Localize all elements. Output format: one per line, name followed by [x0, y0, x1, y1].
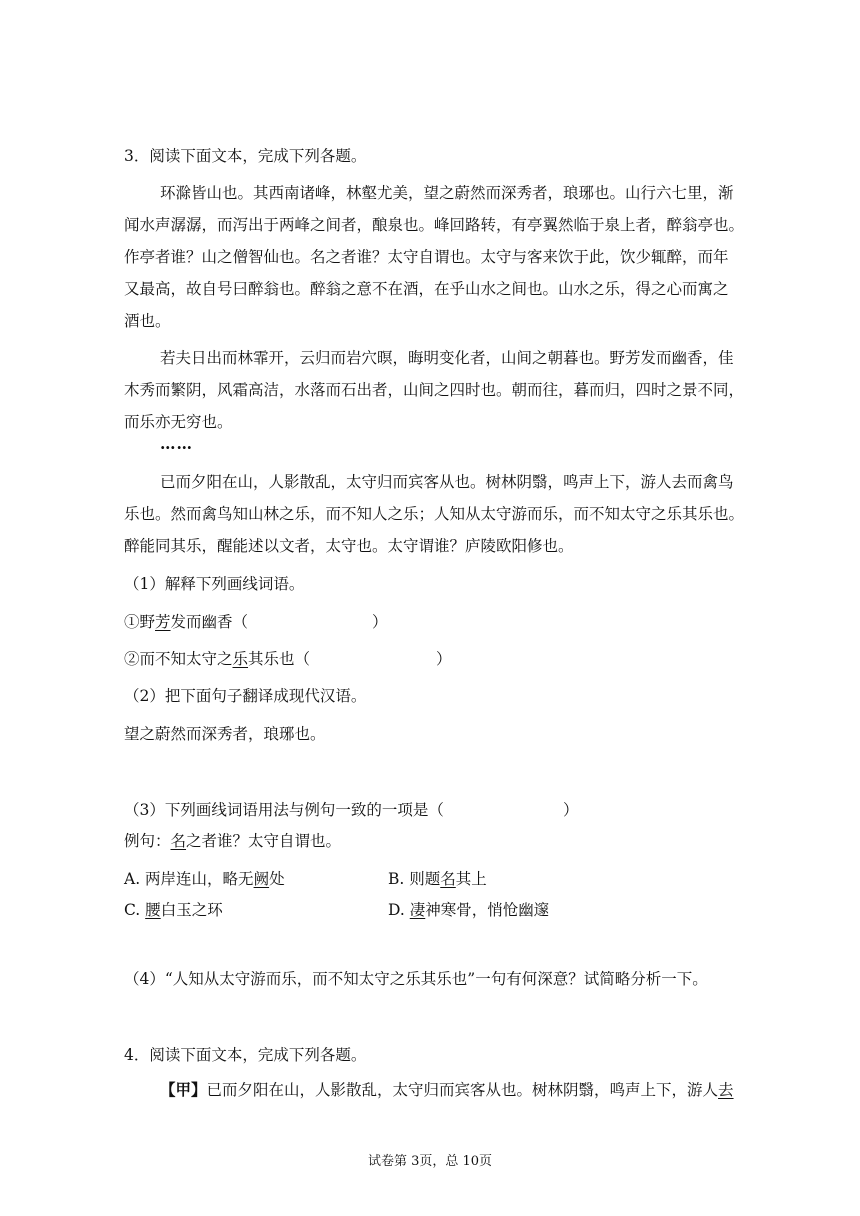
- item-text: ①野: [124, 613, 156, 631]
- option-d: [388, 898, 549, 920]
- item-text: 其乐也（: [248, 650, 311, 668]
- sub-question-1-title: （1）解释下列画线词语。: [124, 575, 305, 593]
- option-b: [388, 867, 487, 889]
- underlined-word: 名: [440, 870, 456, 888]
- sub-question-1-item-2: [124, 647, 310, 669]
- passage-line: 醉能同其乐，醒能述以文者，太守也。太守谓谁？庐陵欧阳修也。: [124, 537, 574, 555]
- sub-question-2-sentence: 望之蔚然而深秀者，琅琊也。: [124, 725, 326, 743]
- passage-line: 闻水声潺潺，而泻出于两峰之间者，酿泉也。峰回路转，有亭翼然临于泉上者，醉翁亭也。: [124, 216, 745, 234]
- sub-question-3-example: [124, 829, 341, 851]
- underlined-word: 芳: [155, 613, 171, 631]
- underlined-word: 阙: [253, 870, 270, 888]
- option-text: 处: [269, 870, 285, 888]
- passage-line: 乐也。然而禽鸟知山林之乐，而不知人之乐；人知从太守游而乐，而不知太守之乐其乐也。: [124, 505, 745, 523]
- option-text: 神寒骨，悄怆幽邃: [425, 901, 550, 919]
- passage-label: 【甲】: [160, 1080, 207, 1099]
- question-4-heading: 4．阅读下面文本，完成下列各题。: [124, 1046, 367, 1064]
- item-text: 发而幽香（: [170, 613, 249, 631]
- option-text: A. 两岸连山，略无: [124, 870, 254, 888]
- question-3-heading: 3．阅读下面文本，完成下列各题。: [124, 147, 367, 165]
- underlined-word: 腰: [145, 901, 161, 919]
- passage-line: 环滁皆山也。其西南诸峰，林壑尤美，望之蔚然而深秀者，琅琊也。山行六七里，渐: [160, 184, 734, 202]
- sub-question-4-title: （4）“人知从太守游而乐，而不知太守之乐其乐也”一句有何深意？试简略分析一下。: [124, 970, 708, 988]
- answer-blank-close: ）: [563, 801, 579, 819]
- example-text: 之者谁？太守自谓也。: [186, 832, 342, 850]
- sub-question-1-item-1: [124, 610, 248, 632]
- option-text: C.: [124, 901, 146, 919]
- passage-line: [160, 1078, 734, 1100]
- answer-blank-close: ）: [436, 650, 452, 668]
- passage-line: 作亭者谁？山之僧智仙也。名之者谁？太守自谓也。太守与客来饮于此，饮少辄醉，而年: [124, 248, 729, 266]
- option-text: 其上: [455, 870, 487, 888]
- page-footer: 试卷第 3页，总 10页: [367, 1154, 493, 1169]
- answer-blank-close: ）: [372, 613, 388, 631]
- option-text: B. 则题: [388, 870, 441, 888]
- omission-ellipsis: ……: [160, 434, 193, 453]
- passage-line: 而乐亦无穷也。: [124, 413, 233, 431]
- item-text: ②而不知太守之: [124, 650, 233, 668]
- underlined-word: 乐: [232, 650, 249, 668]
- option-c: [124, 898, 223, 920]
- passage-line: 又最高，故自号曰醉翁也。醉翁之意不在酒，在乎山水之间也。山水之乐，得之心而寓之: [124, 280, 729, 298]
- sub-question-3-title: （3）下列画线词语用法与例句一致的一项是（: [124, 801, 444, 819]
- underlined-word: 去: [718, 1081, 734, 1099]
- underlined-word: 凄: [409, 901, 426, 919]
- underlined-word: 名: [170, 832, 187, 850]
- passage-line: 木秀而繁阴，风霜高洁，水落而石出者，山间之四时也。朝而往，暮而归，四时之景不同，: [124, 381, 745, 399]
- passage-text: 已而夕阳在山，人影散乱，太守归而宾客从也。树林阴翳，鸣声上下，游人: [206, 1081, 719, 1099]
- example-label: 例句：: [124, 832, 171, 850]
- passage-line: 酒也。: [124, 312, 171, 330]
- option-a: [124, 867, 285, 889]
- passage-line: 若夫日出而林霏开，云归而岩穴暝，晦明变化者，山间之朝暮也。野芳发而幽香，佳: [160, 349, 734, 367]
- option-text: 白玉之环: [160, 901, 223, 919]
- sub-question-2-title: （2）把下面句子翻译成现代汉语。: [124, 687, 367, 705]
- passage-line: 已而夕阳在山，人影散乱，太守归而宾客从也。树林阴翳，鸣声上下，游人去而禽鸟: [160, 473, 734, 491]
- option-text: D.: [388, 901, 410, 919]
